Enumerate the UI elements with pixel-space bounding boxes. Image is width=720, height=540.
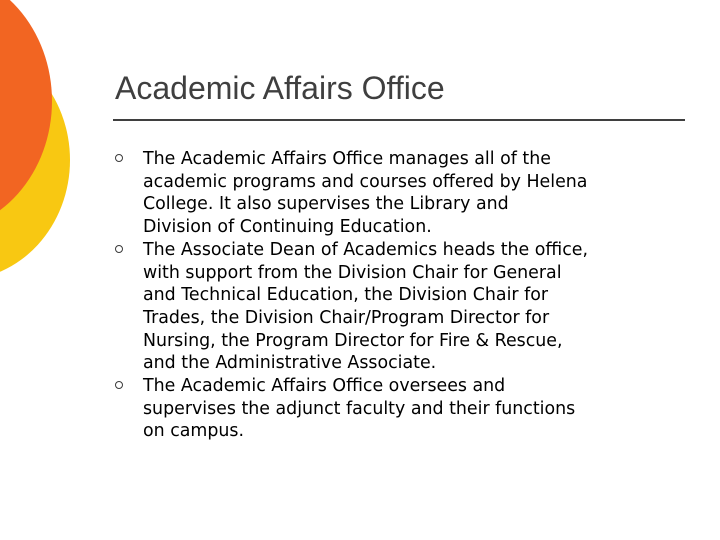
hollow-circle-bullet-icon (115, 245, 123, 253)
bullet-text-line: supervises the adjunct faculty and their functions (143, 398, 576, 419)
bullet-text-line: with support from the Division Chair for General (143, 262, 562, 283)
bullet-item (115, 375, 715, 443)
bullet-text-line: academic programs and courses offered by Helena (143, 171, 588, 192)
bullet-text-line: The Associate Dean of Academics heads the office, (143, 239, 588, 260)
bullet-text-line: on campus. (143, 421, 244, 442)
bullet-text-line: and Technical Education, the Division Chair for (143, 285, 549, 306)
bullet-text-line: Nursing, the Program Director for Fire & Rescue, (143, 330, 563, 351)
bullet-text-line: Division of Continuing Education. (143, 217, 432, 238)
bullet-text-line: College. It also supervises the Library and (143, 194, 509, 215)
bullet-item (115, 148, 715, 239)
bullet-list (115, 148, 715, 443)
hollow-circle-bullet-icon (115, 381, 123, 389)
bullet-item (115, 239, 715, 375)
bullet-text-line: and the Administrative Associate. (143, 353, 437, 374)
hollow-circle-bullet-icon (115, 154, 123, 162)
slide-title: Academic Affairs Office (115, 70, 445, 106)
title-underline-divider (113, 119, 685, 121)
bullet-text-line: Trades, the Division Chair/Program Director for (143, 307, 550, 328)
bullet-text-line: The Academic Affairs Office oversees and (143, 376, 506, 397)
bullet-text-line: The Academic Affairs Office manages all of the (143, 149, 551, 169)
